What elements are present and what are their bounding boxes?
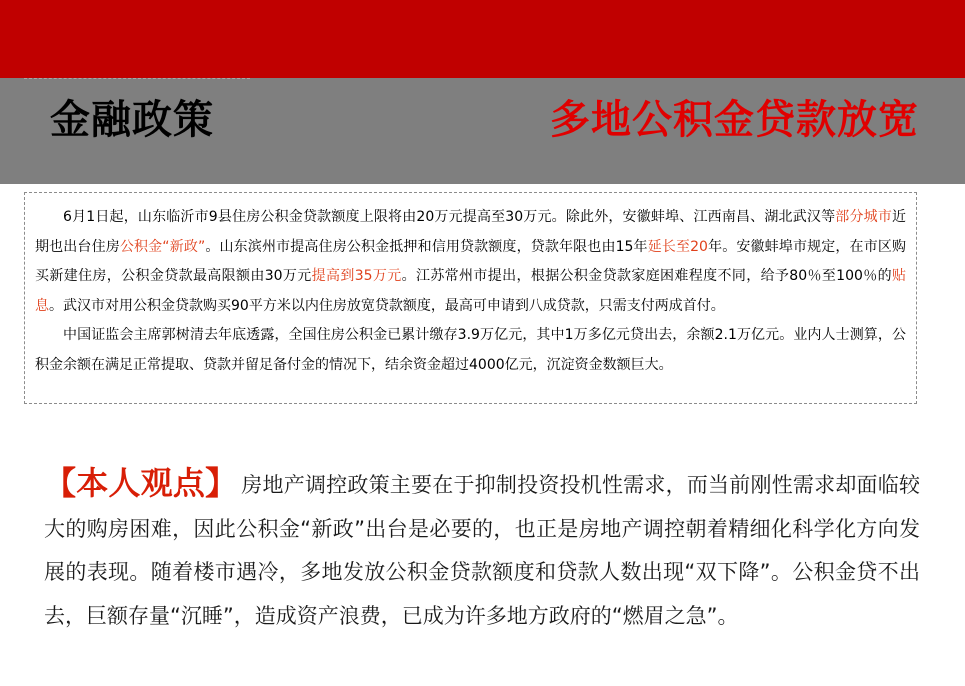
highlight-text: 贴息	[35, 268, 906, 314]
highlight-text: 延长至20	[647, 238, 708, 255]
slide-title: 多地公积金贷款放宽	[550, 97, 919, 143]
news-text-box	[24, 192, 917, 404]
opinion-tag: 【本人观点】	[44, 464, 238, 502]
news-text-segment: 。山东滨州市提高住房公积金抵押和信用贷款额度，贷款年限也由15年	[205, 238, 648, 255]
decorative-dashed-line	[24, 78, 250, 79]
opinion-block	[44, 462, 920, 638]
top-red-band	[0, 0, 965, 78]
news-text-segment: 。江苏常州市提出，根据公积金贷款家庭困难程度不同，给予80％至100％的	[401, 268, 892, 285]
news-text-segment: 年。安徽蚌埠市规定，在市区购买新建住房，公积金贷款最高限额由30万元	[35, 238, 906, 285]
news-paragraph-1	[35, 203, 906, 321]
news-text-segment: 。武汉市对用公积金贷款购买90平方米以内住房放宽贷款额度，最高可申请到八成贷款，只需支付两成首付。	[49, 297, 725, 314]
news-text-segment: 6月1日起，山东临沂市9县住房公积金贷款额度上限将由20万元提高至30万元。除此外，安徽蚌埠、江西南昌、湖北武汉等	[63, 209, 836, 225]
opinion-text: 房地产调控政策主要在于抑制投资投机性需求，而当前刚性需求却面临较大的购房困难，因此公积金“新政”出台是必要的，也正是房地产调控朝着精细化科学化方向发展的表现。随着楼市遇冷，多地发放公积金贷款额度和贷款人数出现“双下降”。公积金贷不出去，巨额存量“沉睡”，造成资产浪费，已成为许多地方政府的“燃眉之急”。	[44, 473, 920, 628]
section-title: 金融政策	[50, 97, 214, 143]
highlight-text: 提高到35万元	[311, 268, 402, 285]
news-paragraph-2: 中国证监会主席郭树清去年底透露，全国住房公积金已累计缴存3.9万亿元，其中1万多亿元贷出去，余额2.1万亿元。业内人士测算，公积金余额在满足正常提取、贷款并留足备付金的情况下，结余资金超过4000亿元，沉淀资金数额巨大。	[35, 327, 906, 373]
news-text-segment: 近期也出台住房	[35, 209, 907, 255]
highlight-text: 部分城市	[835, 209, 893, 225]
highlight-text: 公积金“新政”	[119, 238, 206, 255]
